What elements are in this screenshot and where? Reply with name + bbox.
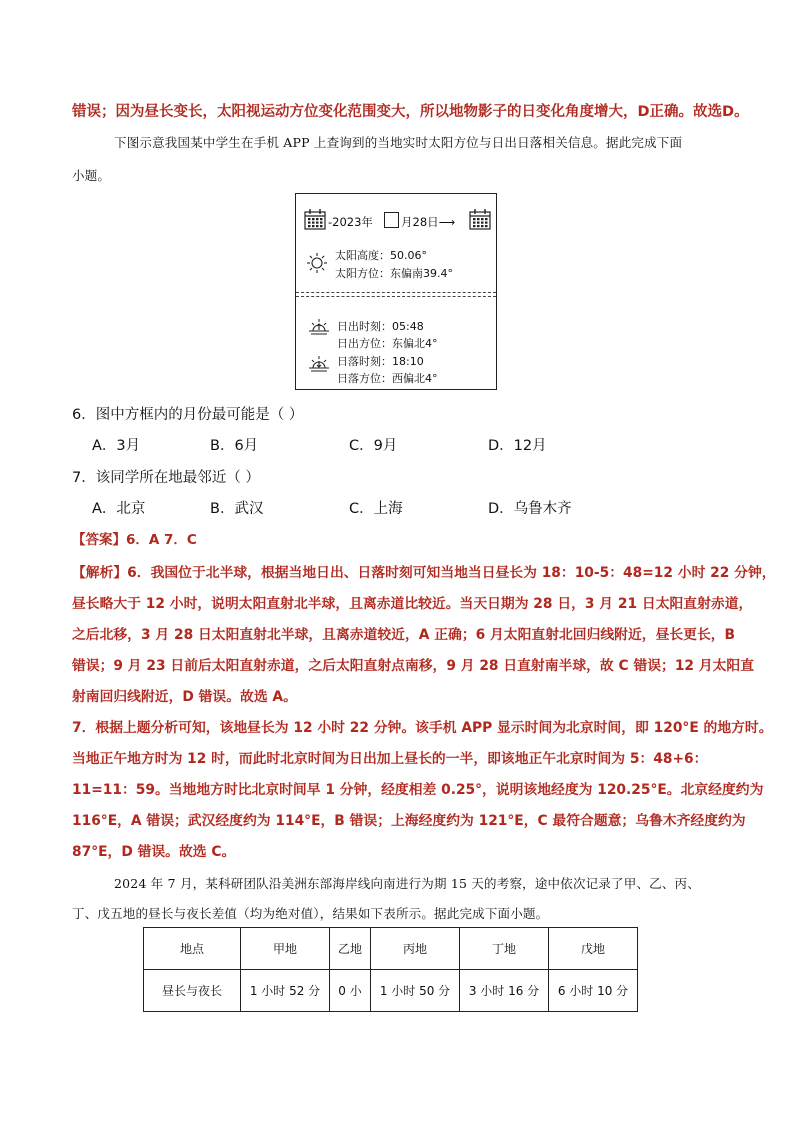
table-header-cell: 戊地 bbox=[549, 928, 638, 970]
sun-height: 太阳高度：50.06° bbox=[335, 249, 427, 262]
table-row bbox=[144, 970, 638, 1012]
intro-line-2: 小题。 bbox=[72, 168, 111, 183]
table-header-cell: 丙地 bbox=[371, 928, 460, 970]
table-cell: 1 小时 52 分 bbox=[241, 970, 330, 1012]
analysis-line: 之后北移，3 月 28 日太阳直射北半球，且离赤道较近，A 正确；6 月太阳直射北回归线附近，昼长更长，B bbox=[72, 627, 736, 643]
day-night-difference-table bbox=[143, 927, 638, 1012]
answer-line: 【答案】6．A 7．C bbox=[72, 532, 197, 548]
table-cell: 0 小 bbox=[330, 970, 371, 1012]
sunrise-icon bbox=[308, 317, 330, 337]
analysis-line: 昼长略大于 12 小时，说明太阳直射北半球，且离赤道比较近。当天日期为 28 日，3 月 21 日太阳直射赤道， bbox=[72, 596, 753, 612]
divider-dashed bbox=[296, 292, 496, 293]
month-blank-box bbox=[384, 212, 399, 228]
q7-option-a: A．北京 bbox=[92, 501, 146, 517]
question-6-stem: 6．图中方框内的月份最可能是（ ） bbox=[72, 407, 304, 423]
table-cell: 6 小时 10 分 bbox=[549, 970, 638, 1012]
sun-azimuth: 太阳方位：东偏南39.4° bbox=[335, 267, 453, 280]
sunrise-time: 日出时刻：05:48 bbox=[337, 320, 424, 333]
analysis-line: 当地正午地方时为 12 时，而此时北京时间为日出加上昼长的一半，即该地正午北京时间为 5：48+6： bbox=[72, 751, 708, 767]
divider-dashed bbox=[296, 296, 496, 297]
table-header-cell: 甲地 bbox=[241, 928, 330, 970]
intro2-line-1: 2024 年 7 月，某科研团队沿美洲东部海岸线向南进行为期 15 天的考察，途中依次记录了甲、乙、丙、 bbox=[114, 876, 700, 891]
table-header-cell: 地点 bbox=[144, 928, 241, 970]
analysis-line: 7．根据上题分析可知，该地昼长为 12 小时 22 分钟。该手机 APP 显示时间为北京时间，即 120°E 的地方时。 bbox=[72, 720, 773, 736]
table-header-cell: 丁地 bbox=[460, 928, 549, 970]
q6-option-b: B．6月 bbox=[210, 438, 259, 454]
analysis-line: 【解析】6．我国位于北半球，根据当地日出、日落时刻可知当地当日昼长为 18：10-5：48=12 小时 22 分钟， bbox=[72, 565, 776, 581]
date-prefix: -2023年 bbox=[328, 215, 373, 229]
table-header-cell: 乙地 bbox=[330, 928, 371, 970]
date-suffix: 月28日⟶ bbox=[401, 215, 456, 229]
analysis-line: 11=11：59。当地地方时比北京时间早 1 分钟，经度相差 0.25°，说明该地经度为 120.25°E。北京经度约为 bbox=[72, 782, 764, 798]
previous-analysis-tail: 错误；因为昼长变长，太阳视运动方位变化范围变大，所以地物影子的日变化角度增大，D正确。故选D。 bbox=[72, 104, 749, 120]
sunset-icon bbox=[308, 354, 330, 374]
table-cell: 3 小时 16 分 bbox=[460, 970, 549, 1012]
analysis-line: 错误；9 月 23 日前后太阳直射赤道，之后太阳直射点南移，9 月 28 日直射南半球，故 C 错误；12 月太阳直 bbox=[72, 658, 755, 674]
q7-option-b: B．武汉 bbox=[210, 501, 264, 517]
calendar-icon bbox=[304, 208, 326, 230]
calendar-icon bbox=[469, 208, 491, 230]
q7-option-d: D．乌鲁木齐 bbox=[488, 501, 572, 517]
sunset-direction: 日落方位：西偏北4° bbox=[337, 372, 438, 385]
table-cell: 1 小时 50 分 bbox=[371, 970, 460, 1012]
intro2-line-2: 丁、戊五地的昼长与夜长差值（均为绝对值），结果如下表所示。据此完成下面小题。 bbox=[72, 906, 549, 921]
q7-option-c: C．上海 bbox=[349, 501, 403, 517]
intro-line-1: 下图示意我国某中学生在手机 APP 上查询到的当地实时太阳方位与日出日落相关信息。据此完成下面 bbox=[114, 135, 683, 150]
sun-icon bbox=[306, 252, 328, 274]
table-header-row bbox=[144, 928, 638, 970]
analysis-line: 116°E，A 错误；武汉经度约为 114°E，B 错误；上海经度约为 121°E，C 最符合题意；乌鲁木齐经度约为 bbox=[72, 813, 746, 829]
app-screenshot-figure bbox=[295, 193, 497, 390]
table-cell: 昼长与夜长 bbox=[144, 970, 241, 1012]
question-7-stem: 7．该同学所在地最邻近（ ） bbox=[72, 470, 260, 486]
sunset-time: 日落时刻：18:10 bbox=[337, 355, 424, 368]
q6-option-a: A．3月 bbox=[92, 438, 141, 454]
sunrise-direction: 日出方位：东偏北4° bbox=[337, 337, 438, 350]
q6-option-c: C．9月 bbox=[349, 438, 398, 454]
q6-option-d: D．12月 bbox=[488, 438, 547, 454]
analysis-line: 87°E，D 错误。故选 C。 bbox=[72, 844, 236, 860]
analysis-line: 射南回归线附近，D 错误。故选 A。 bbox=[72, 689, 297, 705]
